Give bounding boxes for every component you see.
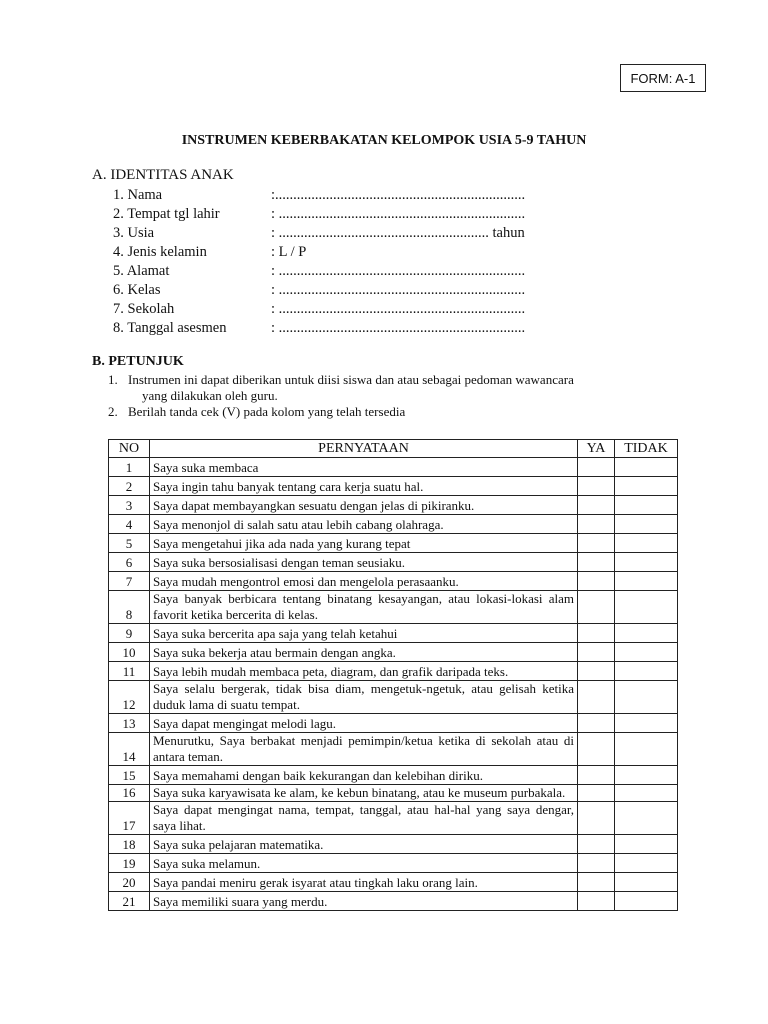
- row-number: 1: [109, 458, 150, 477]
- identity-value-field[interactable]: :.....................................................................: [271, 187, 526, 203]
- row-number: 6: [109, 553, 150, 572]
- row-statement: Saya suka membaca: [150, 458, 578, 477]
- yes-checkbox-cell[interactable]: [578, 802, 615, 835]
- row-statement: Saya mengetahui jika ada nada yang kurang tepat: [150, 534, 578, 553]
- identity-label: 6. Kelas: [113, 282, 161, 298]
- document-title: INSTRUMEN KEBERBAKATAN KELOMPOK USIA 5-9 TAHUN: [181, 133, 587, 148]
- no-checkbox-cell[interactable]: [615, 662, 678, 681]
- row-statement: Saya suka bercerita apa saja yang telah ketahui: [150, 624, 578, 643]
- row-statement: Saya dapat mengingat nama, tempat, tanggal, atau hal-hal yang saya dengar, saya lihat.: [150, 802, 578, 835]
- no-checkbox-cell[interactable]: [615, 591, 678, 624]
- section-a-heading: A. IDENTITAS ANAK: [92, 167, 234, 183]
- row-number: 9: [109, 624, 150, 643]
- no-checkbox-cell[interactable]: [615, 802, 678, 835]
- identity-row-address: [113, 263, 525, 282]
- yes-checkbox-cell[interactable]: [578, 477, 615, 496]
- yes-checkbox-cell[interactable]: [578, 591, 615, 624]
- row-number: 3: [109, 496, 150, 515]
- table-row: [109, 477, 678, 496]
- header-statement: PERNYATAAN: [150, 440, 578, 458]
- yes-checkbox-cell[interactable]: [578, 515, 615, 534]
- identity-label: 4. Jenis kelamin: [113, 244, 207, 260]
- form-code-label: FORM: A-1: [630, 70, 696, 86]
- no-checkbox-cell[interactable]: [615, 681, 678, 714]
- row-number: 7: [109, 572, 150, 591]
- row-number: 21: [109, 892, 150, 911]
- form-code-box: [620, 64, 706, 92]
- identity-row-gender: [113, 244, 525, 263]
- identity-value-field[interactable]: : L / P: [271, 244, 307, 260]
- instruction-number: 2.: [108, 404, 118, 419]
- instruction-number: 1.: [108, 372, 118, 387]
- identity-value-field[interactable]: : ....................................................................: [271, 320, 526, 336]
- no-checkbox-cell[interactable]: [615, 714, 678, 733]
- row-number: 16: [109, 785, 150, 802]
- no-checkbox-cell[interactable]: [615, 892, 678, 911]
- table-row: [109, 766, 678, 785]
- instruction-text: Instrumen ini dapat diberikan untuk diisi siswa dan atau sebagai pedoman wawancara: [128, 372, 574, 387]
- identity-row-school: [113, 301, 525, 320]
- table-row: [109, 534, 678, 553]
- table-row: [109, 892, 678, 911]
- no-checkbox-cell[interactable]: [615, 458, 678, 477]
- row-number: 19: [109, 854, 150, 873]
- identity-label: 2. Tempat tgl lahir: [113, 206, 220, 222]
- row-statement: Saya selalu bergerak, tidak bisa diam, mengetuk-ngetuk, atau gelisah ketika duduk lama di suatu tempat.: [150, 681, 578, 714]
- yes-checkbox-cell[interactable]: [578, 854, 615, 873]
- row-number: 13: [109, 714, 150, 733]
- yes-checkbox-cell[interactable]: [578, 553, 615, 572]
- table-row: [109, 835, 678, 854]
- row-statement: Saya dapat mengingat melodi lagu.: [150, 714, 578, 733]
- identity-row-name: [113, 187, 525, 206]
- yes-checkbox-cell[interactable]: [578, 624, 615, 643]
- row-number: 5: [109, 534, 150, 553]
- row-statement: Saya dapat membayangkan sesuatu dengan jelas di pikiranku.: [150, 496, 578, 515]
- row-number: 4: [109, 515, 150, 534]
- row-number: 14: [109, 733, 150, 766]
- section-b-heading: B. PETUNJUK: [92, 354, 184, 369]
- row-statement: Menurutku, Saya berbakat menjadi pemimpin/ketua ketika di sekolah atau di antara teman.: [150, 733, 578, 766]
- instruction-text-continued: yang dilakukan oleh guru.: [142, 388, 278, 403]
- table-row: [109, 662, 678, 681]
- table-row: [109, 873, 678, 892]
- header-no: NO: [109, 440, 150, 458]
- row-statement: Saya memiliki suara yang merdu.: [150, 892, 578, 911]
- identity-row-age: [113, 225, 525, 244]
- yes-checkbox-cell[interactable]: [578, 681, 615, 714]
- yes-checkbox-cell[interactable]: [578, 873, 615, 892]
- yes-checkbox-cell[interactable]: [578, 662, 615, 681]
- table-row: [109, 572, 678, 591]
- row-number: 20: [109, 873, 150, 892]
- identity-value-field[interactable]: : ....................................................................: [271, 301, 526, 317]
- identity-label: 1. Nama: [113, 187, 163, 203]
- yes-checkbox-cell[interactable]: [578, 572, 615, 591]
- identity-value-field[interactable]: : ....................................................................: [271, 263, 526, 279]
- table-row: [109, 643, 678, 662]
- header-no-answer: TIDAK: [615, 440, 678, 458]
- identity-value-field[interactable]: : .......................................................... tahun: [271, 225, 525, 241]
- identity-row-assessment-date: [113, 320, 525, 339]
- table-row: [109, 714, 678, 733]
- row-statement: Saya suka melamun.: [150, 854, 578, 873]
- no-checkbox-cell[interactable]: [615, 873, 678, 892]
- table-row: [109, 458, 678, 477]
- no-checkbox-cell[interactable]: [615, 534, 678, 553]
- identity-label: 3. Usia: [113, 225, 155, 241]
- row-number: 2: [109, 477, 150, 496]
- yes-checkbox-cell[interactable]: [578, 496, 615, 515]
- table-row: [109, 496, 678, 515]
- row-number: 18: [109, 835, 150, 854]
- identity-list: [113, 187, 525, 339]
- yes-checkbox-cell[interactable]: [578, 458, 615, 477]
- identity-row-class: [113, 282, 525, 301]
- row-number: 10: [109, 643, 150, 662]
- row-statement: Saya pandai meniru gerak isyarat atau tingkah laku orang lain.: [150, 873, 578, 892]
- row-statement: Saya banyak berbicara tentang binatang kesayangan, atau lokasi-lokasi alam favorit ketika bercerita di kelas.: [150, 591, 578, 624]
- identity-value-field[interactable]: : ....................................................................: [271, 206, 526, 222]
- yes-checkbox-cell[interactable]: [578, 766, 615, 785]
- instruction-text: Berilah tanda cek (V) pada kolom yang telah tersedia: [128, 404, 406, 419]
- row-statement: Saya memahami dengan baik kekurangan dan kelebihan diriku.: [150, 766, 578, 785]
- instruction-list: [108, 372, 688, 420]
- table-row: [109, 681, 678, 714]
- table-row: [109, 802, 678, 835]
- statement-table: [108, 439, 678, 911]
- no-checkbox-cell[interactable]: [615, 785, 678, 802]
- row-statement: Saya lebih mudah membaca peta, diagram, dan grafik daripada teks.: [150, 662, 578, 681]
- table-row: [109, 591, 678, 624]
- no-checkbox-cell[interactable]: [615, 496, 678, 515]
- row-number: 12: [109, 681, 150, 714]
- no-checkbox-cell[interactable]: [615, 515, 678, 534]
- table-row: [109, 854, 678, 873]
- row-number: 8: [109, 591, 150, 624]
- yes-checkbox-cell[interactable]: [578, 733, 615, 766]
- row-statement: Saya suka bersosialisasi dengan teman seusiaku.: [150, 553, 578, 572]
- no-checkbox-cell[interactable]: [615, 477, 678, 496]
- row-statement: Saya ingin tahu banyak tentang cara kerja suatu hal.: [150, 477, 578, 496]
- yes-checkbox-cell[interactable]: [578, 714, 615, 733]
- row-statement: Saya mudah mengontrol emosi dan mengelola perasaanku.: [150, 572, 578, 591]
- table-header-row: [109, 440, 678, 458]
- no-checkbox-cell[interactable]: [615, 624, 678, 643]
- no-checkbox-cell[interactable]: [615, 854, 678, 873]
- identity-label: 8. Tanggal asesmen: [113, 320, 227, 336]
- table-row: [109, 785, 678, 802]
- yes-checkbox-cell[interactable]: [578, 835, 615, 854]
- no-checkbox-cell[interactable]: [615, 766, 678, 785]
- identity-row-birth: [113, 206, 525, 225]
- no-checkbox-cell[interactable]: [615, 643, 678, 662]
- row-statement: Saya suka pelajaran matematika.: [150, 835, 578, 854]
- no-checkbox-cell[interactable]: [615, 733, 678, 766]
- yes-checkbox-cell[interactable]: [578, 892, 615, 911]
- table-row: [109, 515, 678, 534]
- table-row: [109, 624, 678, 643]
- identity-label: 5. Alamat: [113, 263, 170, 279]
- row-statement: Saya suka bekerja atau bermain dengan angka.: [150, 643, 578, 662]
- row-statement: Saya suka karyawisata ke alam, ke kebun binatang, atau ke museum purbakala.: [150, 785, 578, 802]
- row-statement: Saya menonjol di salah satu atau lebih cabang olahraga.: [150, 515, 578, 534]
- no-checkbox-cell[interactable]: [615, 572, 678, 591]
- yes-checkbox-cell[interactable]: [578, 785, 615, 802]
- row-number: 17: [109, 802, 150, 835]
- instruction-item: [108, 404, 688, 420]
- row-number: 15: [109, 766, 150, 785]
- yes-checkbox-cell[interactable]: [578, 534, 615, 553]
- table-row: [109, 733, 678, 766]
- identity-label: 7. Sekolah: [113, 301, 175, 317]
- instruction-item: [108, 372, 688, 404]
- header-yes: YA: [578, 440, 615, 458]
- table-row: [109, 553, 678, 572]
- yes-checkbox-cell[interactable]: [578, 643, 615, 662]
- no-checkbox-cell[interactable]: [615, 835, 678, 854]
- row-number: 11: [109, 662, 150, 681]
- no-checkbox-cell[interactable]: [615, 553, 678, 572]
- identity-value-field[interactable]: : ....................................................................: [271, 282, 526, 298]
